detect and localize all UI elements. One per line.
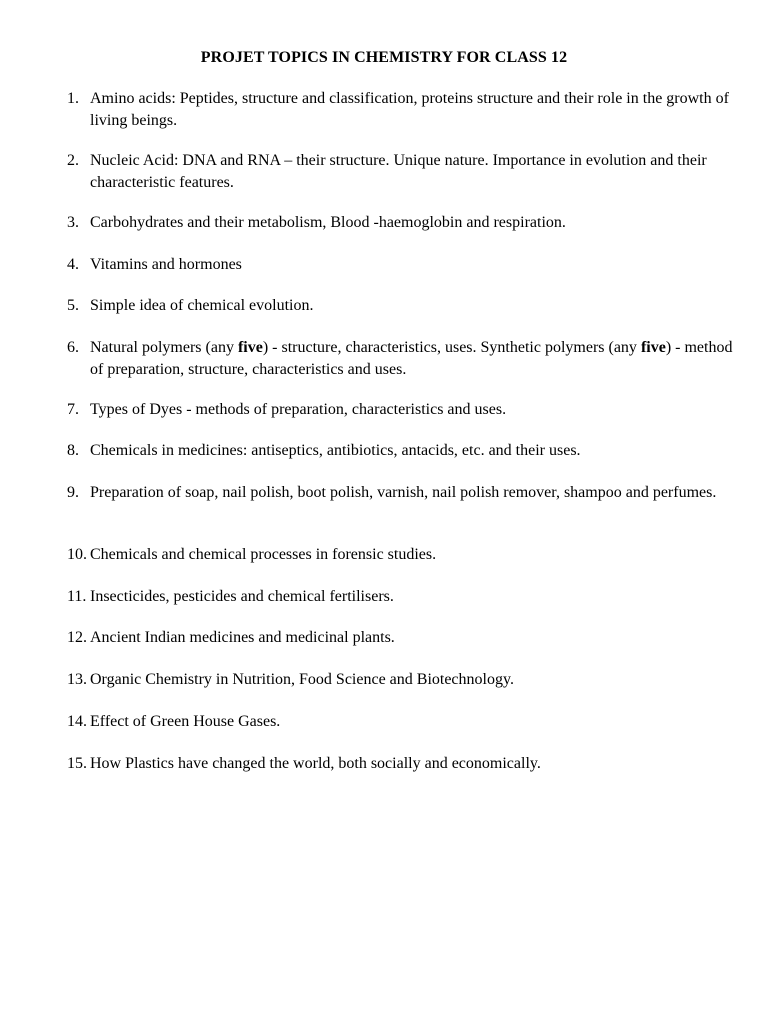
topic-text: Nucleic Acid: DNA and RNA – their structure. Unique nature. Importance in evolution and their characteristic features. [90, 152, 707, 191]
topic-number: 11. [67, 588, 87, 605]
topic-number: 4. [67, 256, 79, 273]
topic-text: Simple idea of chemical evolution. [90, 297, 314, 314]
topic-text: Types of Dyes - methods of preparation, characteristics and uses. [90, 401, 507, 418]
topic-number: 12. [67, 629, 87, 646]
topic-text: Preparation of soap, nail polish, boot polish, varnish, nail polish remover, shampoo and perfumes. [90, 484, 717, 501]
topic-number: 2. [67, 152, 79, 169]
topic-text: How Plastics have changed the world, both socially and economically. [90, 755, 541, 772]
topic-text: Amino acids: Peptides, structure and classification, proteins structure and their role in the growth of living beings. [90, 90, 729, 129]
topic-item-3 [67, 212, 737, 234]
topic-number: 9. [67, 484, 79, 501]
topic-item-12 [67, 627, 737, 649]
topic-item-6 [67, 337, 737, 381]
topic-emphasis: five [640, 339, 666, 356]
topic-number: 13. [67, 671, 87, 688]
topic-text: Chemicals and chemical processes in forensic studies. [90, 546, 437, 563]
topic-item-5 [67, 295, 737, 317]
topic-text: Vitamins and hormones [90, 256, 242, 273]
topic-emphasis: five [237, 339, 263, 356]
topic-item-8 [67, 440, 737, 462]
topic-number: 3. [67, 214, 79, 231]
topic-text: Chemicals in medicines: antiseptics, antibiotics, antacids, etc. and their uses. [90, 442, 581, 459]
topic-item-2 [67, 150, 737, 194]
topic-item-10 [67, 544, 737, 566]
topic-text-part: ) - method of preparation, structure, characteristics and uses. [90, 339, 733, 378]
topic-number: 14. [67, 713, 87, 730]
topic-item-9 [67, 482, 737, 504]
topic-text-part: ) - structure, characteristics, uses. Synthetic polymers (any [262, 339, 641, 356]
topic-item-13 [67, 669, 737, 691]
topic-text: Carbohydrates and their metabolism, Blood -haemoglobin and respiration. [90, 214, 566, 231]
topic-text: Organic Chemistry in Nutrition, Food Science and Biotechnology. [90, 671, 514, 688]
topic-text: Insecticides, pesticides and chemical fertilisers. [90, 588, 394, 605]
topic-number: 10. [67, 546, 87, 563]
topic-number: 8. [67, 442, 79, 459]
topic-text-part: Natural polymers (any [90, 339, 238, 356]
topic-number: 5. [67, 297, 79, 314]
topic-item-1 [67, 88, 737, 132]
topic-number: 7. [67, 401, 79, 418]
topic-item-7 [67, 399, 737, 421]
topic-item-14 [67, 711, 737, 733]
topic-number: 1. [67, 90, 79, 107]
topic-text [67, 337, 737, 381]
topic-number: 15. [67, 755, 87, 772]
topic-item-11 [67, 586, 737, 608]
document-title: PROJET TOPICS IN CHEMISTRY FOR CLASS 12 [200, 49, 568, 66]
topic-text: Effect of Green House Gases. [90, 713, 281, 730]
topic-item-4 [67, 254, 737, 276]
topic-text: Ancient Indian medicines and medicinal plants. [90, 629, 395, 646]
topic-number: 6. [67, 339, 79, 356]
topic-item-15 [67, 753, 737, 775]
